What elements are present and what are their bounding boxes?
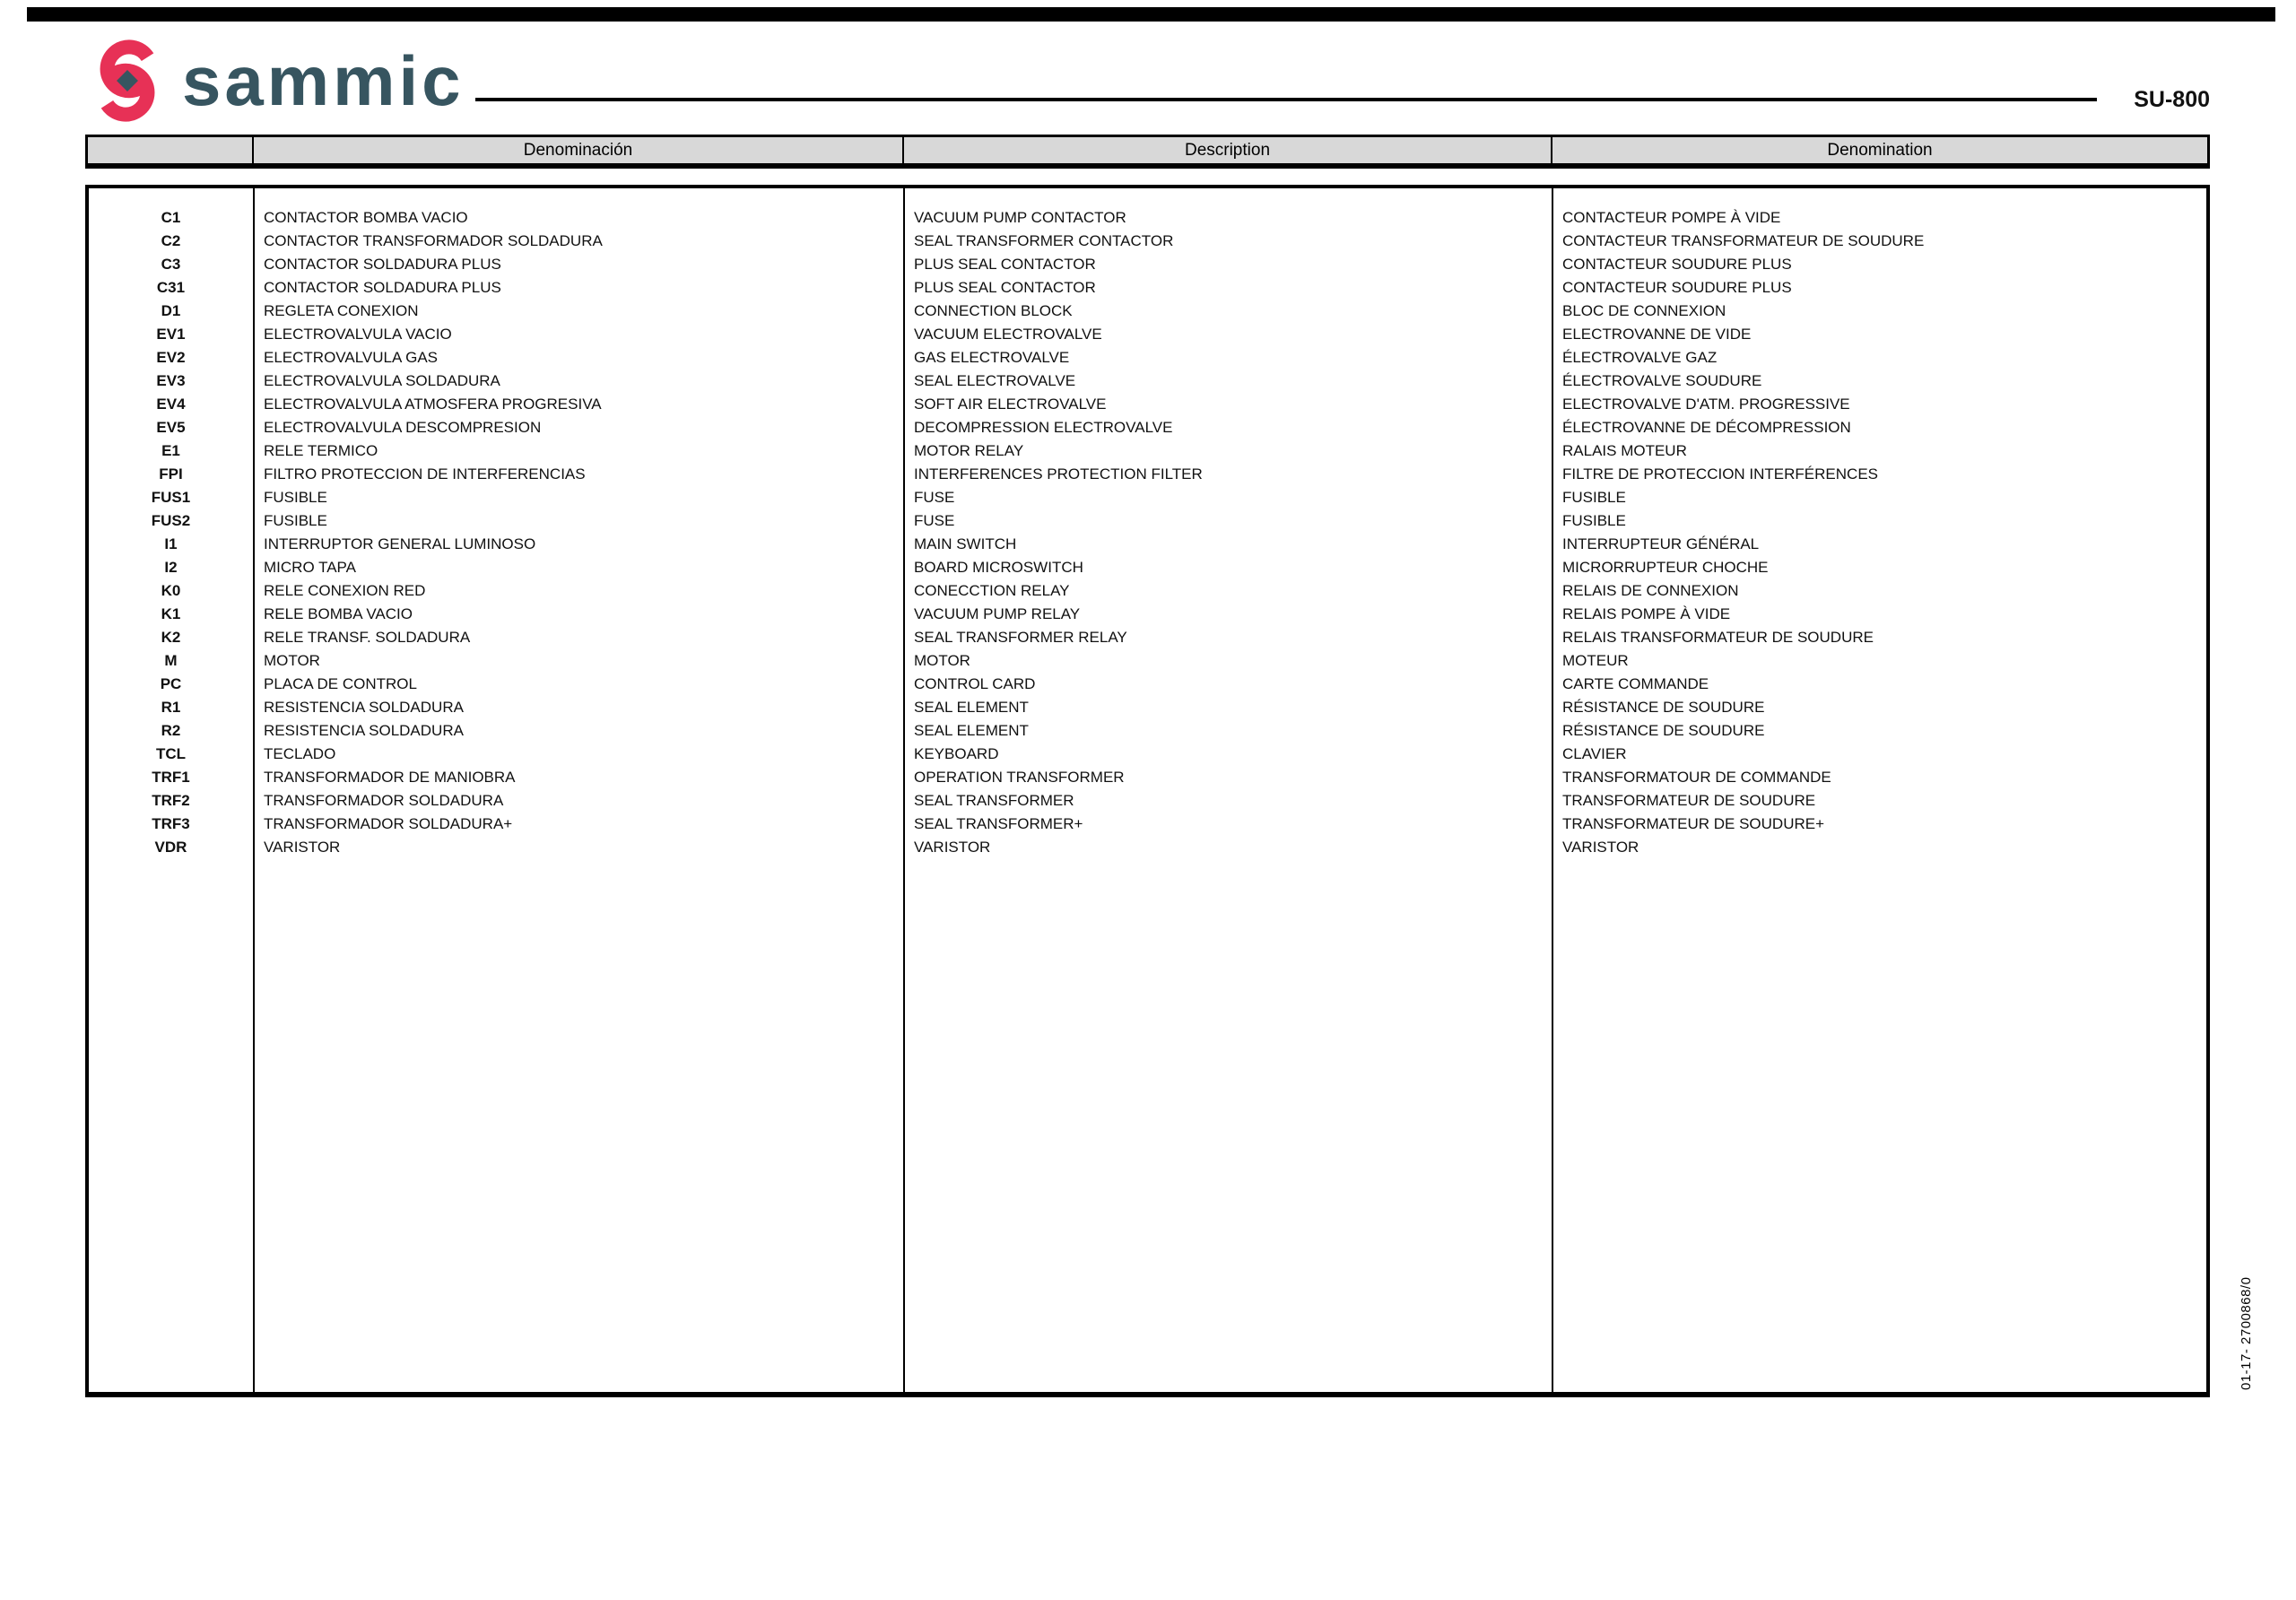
cell-fr: FILTRE DE PROTECCION INTERFÉRENCES [1562,465,1878,483]
cell-fr: TRANSFORMATEUR DE SOUDURE [1562,792,1816,809]
column-french [1552,188,2206,1392]
cell-en: MOTOR RELAY [914,442,1024,459]
cell-code: EV4 [156,396,186,413]
document-number: 01-17- 2700868/0 [2239,1276,2254,1390]
cell-es: ELECTROVALVULA ATMOSFERA PROGRESIVA [264,396,602,413]
cell-es: TRANSFORMADOR SOLDADURA+ [264,815,513,832]
cell-es: CONTACTOR BOMBA VACIO [264,209,468,226]
cell-en: CONECCTION RELAY [914,582,1070,599]
cell-es: ELECTROVALVULA GAS [264,349,438,366]
header-cell-denominacion: Denominación [252,137,902,163]
cell-en: VACUUM PUMP RELAY [914,605,1081,622]
cell-code: R1 [161,699,181,716]
brand-header [85,36,465,126]
cell-code: EV2 [156,349,186,366]
cell-fr: CONTACTEUR SOUDURE PLUS [1562,279,1792,296]
cell-fr: ELECTROVALVE D'ATM. PROGRESSIVE [1562,396,1850,413]
cell-es: RELE BOMBA VACIO [264,605,413,622]
cell-code: C1 [161,209,181,226]
cell-en: SEAL TRANSFORMER [914,792,1074,809]
cell-en: GAS ELECTROVALVE [914,349,1070,366]
table-header-row [85,135,2210,169]
cell-fr: CARTE COMMANDE [1562,675,1709,692]
cell-en: VACUUM ELECTROVALVE [914,326,1102,343]
cell-code: TRF2 [152,792,190,809]
cell-fr: CLAVIER [1562,745,1627,762]
cell-code: TRF1 [152,769,190,786]
parts-table-body [85,185,2210,1397]
cell-code: I2 [164,559,178,576]
column-english [903,188,1552,1392]
cell-code: D1 [161,302,181,319]
header-rule [475,98,2097,101]
header-cell-denomination: Denomination [1551,137,2207,163]
cell-fr: MICRORRUPTEUR CHOCHE [1562,559,1769,576]
cell-code: R2 [161,722,181,739]
cell-fr: INTERRUPTEUR GÉNÉRAL [1562,535,1760,552]
cell-es: RELE TERMICO [264,442,378,459]
sammic-logo-icon [85,39,170,123]
cell-code: K2 [161,629,181,646]
cell-code: EV5 [156,419,186,436]
cell-code: PC [160,675,182,692]
cell-es: FUSIBLE [264,512,327,529]
cell-code: EV1 [156,326,186,343]
cell-fr: RÉSISTANCE DE SOUDURE [1562,722,1765,739]
cell-en: VACUUM PUMP CONTACTOR [914,209,1126,226]
cell-es: INTERRUPTOR GENERAL LUMINOSO [264,535,536,552]
cell-es: RESISTENCIA SOLDADURA [264,699,464,716]
cell-code: M [164,652,178,669]
cell-fr: ÉLECTROVALVE GAZ [1562,349,1718,366]
cell-code: TCL [155,745,187,762]
cell-fr: CONTACTEUR POMPE À VIDE [1562,209,1781,226]
cell-es: ELECTROVALVULA VACIO [264,326,452,343]
cell-es: RELE CONEXION RED [264,582,426,599]
cell-fr: FUSIBLE [1562,512,1626,529]
cell-en: SEAL ELEMENT [914,722,1029,739]
cell-fr: RELAIS DE CONNEXION [1562,582,1739,599]
header-cell-description: Description [902,137,1551,163]
cell-es: CONTACTOR SOLDADURA PLUS [264,256,501,273]
cell-code: E1 [161,442,180,459]
cell-es: VARISTOR [264,839,341,856]
cell-en: SOFT AIR ELECTROVALVE [914,396,1107,413]
cell-es: FUSIBLE [264,489,327,506]
cell-en: SEAL TRANSFORMER RELAY [914,629,1127,646]
brand-name: sammic [182,41,465,120]
cell-en: CONNECTION BLOCK [914,302,1073,319]
cell-code: EV3 [156,372,186,389]
cell-fr: RÉSISTANCE DE SOUDURE [1562,699,1765,716]
cell-es: ELECTROVALVULA SOLDADURA [264,372,500,389]
cell-es: CONTACTOR TRANSFORMADOR SOLDADURA [264,232,603,249]
cell-code: TRF3 [152,815,190,832]
cell-es: TRANSFORMADOR DE MANIOBRA [264,769,516,786]
cell-es: ELECTROVALVULA DESCOMPRESION [264,419,542,436]
cell-en: DECOMPRESSION ELECTROVALVE [914,419,1173,436]
cell-en: OPERATION TRANSFORMER [914,769,1125,786]
cell-es: MOTOR [264,652,320,669]
cell-en: VARISTOR [914,839,991,856]
cell-es: REGLETA CONEXION [264,302,419,319]
cell-fr: CONTACTEUR SOUDURE PLUS [1562,256,1792,273]
cell-es: TRANSFORMADOR SOLDADURA [264,792,504,809]
column-codes [89,188,253,1392]
cell-es: RELE TRANSF. SOLDADURA [264,629,471,646]
cell-fr: VARISTOR [1562,839,1639,856]
cell-code: C31 [156,279,186,296]
cell-code: C2 [161,232,181,249]
cell-es: CONTACTOR SOLDADURA PLUS [264,279,501,296]
top-rule-bar [27,7,2275,22]
cell-fr: TRANSFORMATOUR DE COMMANDE [1562,769,1831,786]
cell-fr: ÉLECTROVALVE SOUDURE [1562,372,1762,389]
cell-fr: RALAIS MOTEUR [1562,442,1687,459]
cell-en: KEYBOARD [914,745,999,762]
cell-en: MOTOR [914,652,970,669]
cell-code: K1 [161,605,181,622]
cell-en: SEAL TRANSFORMER CONTACTOR [914,232,1174,249]
cell-fr: ELECTROVANNE DE VIDE [1562,326,1752,343]
cell-en: INTERFERENCES PROTECTION FILTER [914,465,1203,483]
cell-fr: TRANSFORMATEUR DE SOUDURE+ [1562,815,1825,832]
cell-fr: CONTACTEUR TRANSFORMATEUR DE SOUDURE [1562,232,1925,249]
header-cell-code [88,137,252,163]
cell-en: FUSE [914,512,955,529]
cell-es: PLACA DE CONTROL [264,675,417,692]
cell-en: BOARD MICROSWITCH [914,559,1083,576]
cell-fr: BLOC DE CONNEXION [1562,302,1726,319]
cell-es: FILTRO PROTECCION DE INTERFERENCIAS [264,465,586,483]
cell-en: MAIN SWITCH [914,535,1017,552]
cell-code: VDR [154,839,187,856]
cell-code: FUS1 [151,489,191,506]
model-label: SU-800 [2134,87,2210,112]
cell-es: MICRO TAPA [264,559,356,576]
cell-en: PLUS SEAL CONTACTOR [914,256,1096,273]
cell-en: PLUS SEAL CONTACTOR [914,279,1096,296]
cell-fr: MOTEUR [1562,652,1629,669]
cell-en: FUSE [914,489,955,506]
cell-en: SEAL ELECTROVALVE [914,372,1076,389]
cell-es: RESISTENCIA SOLDADURA [264,722,464,739]
cell-code: I1 [164,535,178,552]
cell-fr: RELAIS TRANSFORMATEUR DE SOUDURE [1562,629,1874,646]
cell-es: TECLADO [264,745,336,762]
cell-code: K0 [161,582,181,599]
cell-en: SEAL ELEMENT [914,699,1029,716]
cell-fr: RELAIS POMPE À VIDE [1562,605,1731,622]
cell-fr: FUSIBLE [1562,489,1626,506]
column-spanish [253,188,903,1392]
cell-fr: ÉLECTROVANNE DE DÉCOMPRESSION [1562,419,1851,436]
cell-code: FUS2 [151,512,191,529]
cell-en: CONTROL CARD [914,675,1036,692]
cell-en: SEAL TRANSFORMER+ [914,815,1083,832]
cell-code: FPI [159,465,183,483]
cell-code: C3 [161,256,181,273]
